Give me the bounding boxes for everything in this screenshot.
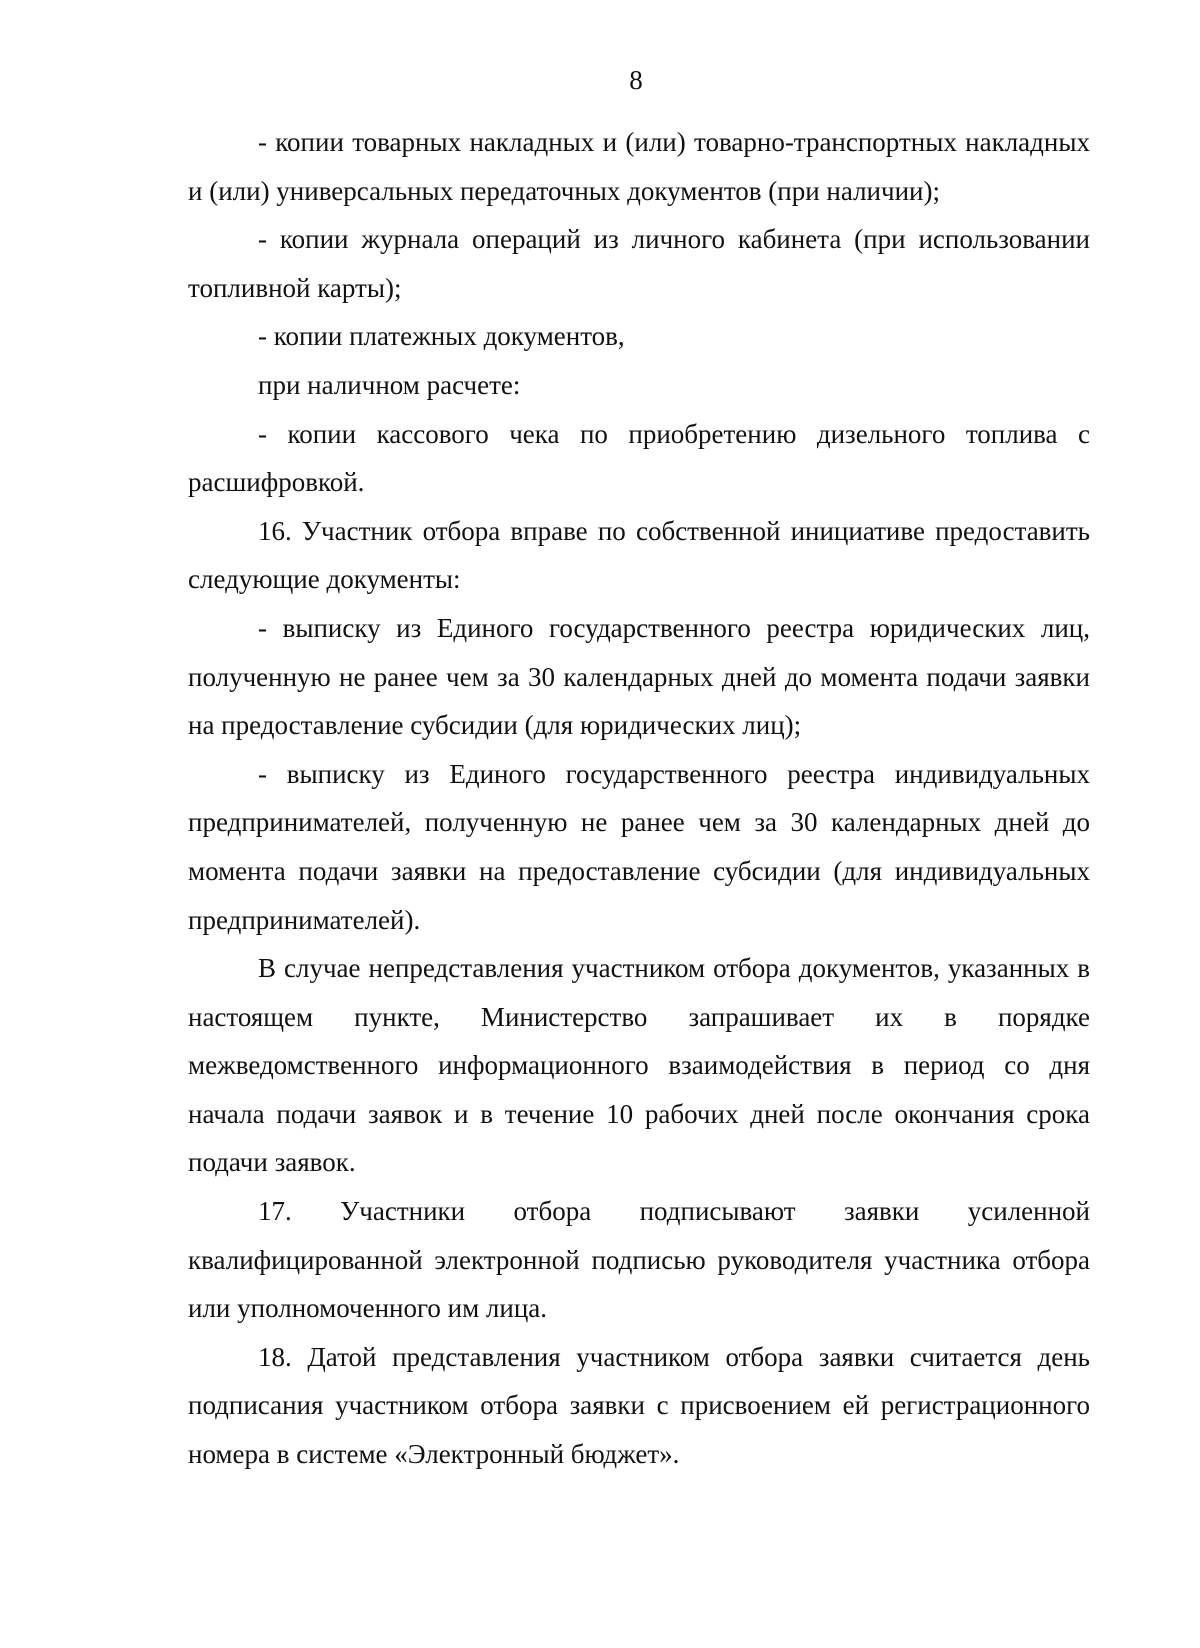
paragraph-item-18: 18. Датой представления участником отбора заявки считается день подписания участником отбора заявки с присвоением ей регистрационного номера в системе «Электронный бюджет». xyxy=(188,1341,1090,1470)
paragraph-cash-receipt: - копии кассового чека по приобретению дизельного топлива с расшифровкой. xyxy=(188,418,1090,498)
paragraph-fuel-card-log: - копии журнала операций из личного кабинета (при использовании топливной карты); xyxy=(188,224,1090,303)
paragraph-egrip-extract: - выписку из Единого государственного реестра индивидуальных предпринимателей, полученную не ранее чем за 30 календарных дней до момента подачи заявки на предоставление субсидии (для индивидуальных предпринимателей). xyxy=(188,758,1090,935)
page-number: 8 xyxy=(629,65,643,95)
paragraph-payment-docs: - копии платежных документов, xyxy=(258,321,625,352)
paragraph-egrul-extract: - выписку из Единого государственного реестра юридических лиц, полученную не ранее чем за 30 календарных дней до момента подачи заявки на предоставление субсидии (для юридических лиц); xyxy=(188,612,1090,741)
paragraph-item-17: 17. Участники отбора подписывают заявки усиленной квалифицированной электронной подписью руководителя участника отбора или уполномоченного им лица. xyxy=(188,1196,1090,1324)
document-body xyxy=(188,118,1090,1479)
paragraph-interagency-request: В случае непредставления участником отбора документов, указанных в настоящем пункте, Министерство запрашивает их в порядке межведомственного информационного взаимодействия в период со дня начала подачи заявок и в течение 10 рабочих дней после окончания срока подачи заявок. xyxy=(188,953,1090,1178)
paragraph-item-16: 16. Участник отбора вправе по собственной инициативе предоставить следующие документы: xyxy=(188,515,1090,595)
paragraph-cash-payment: при наличном расчете: xyxy=(258,369,521,400)
paragraph-waybill-copies: - копии товарных накладных и (или) товарно-транспортных накладных и (или) универсальных передаточных документов (при наличии); xyxy=(188,127,1090,206)
